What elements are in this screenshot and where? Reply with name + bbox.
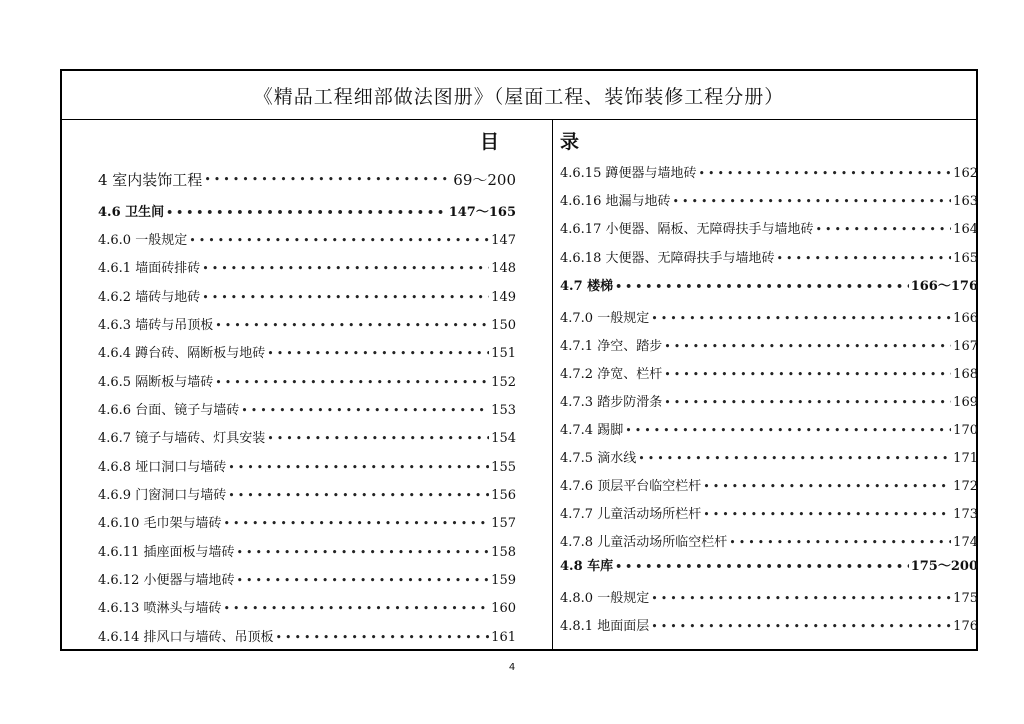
leader-dots: [223, 513, 489, 535]
leader-dots: [651, 308, 951, 330]
leader-dots: [664, 336, 951, 358]
toc-entry-label: 4.7.1 净空、踏步: [560, 339, 663, 354]
toc-entry: [560, 191, 978, 213]
toc-entry-label: 4.6.16 地漏与地砖: [560, 194, 671, 209]
toc-entry: [98, 627, 516, 649]
toc-entry: [560, 336, 978, 358]
toc-entry-page: 151: [491, 346, 516, 361]
toc-entry-label: 4.6.15 蹲便器与墙地砖: [560, 166, 697, 181]
toc-entry-label: 4.7 楼梯: [560, 279, 614, 294]
toc-entry-page: 176: [953, 619, 978, 634]
leader-dots: [202, 258, 489, 280]
toc-entry-label: 4 室内装饰工程: [98, 171, 203, 189]
leader-dots: [241, 400, 489, 422]
toc-entry-label: 4.8 车库: [560, 559, 614, 574]
leader-dots: [236, 542, 489, 564]
toc-entry-page: 170: [953, 423, 978, 438]
toc-entry-label: 4.6.12 小便器与墙地砖: [98, 573, 235, 588]
toc-entry: [98, 570, 516, 592]
toc-entry: [560, 364, 978, 386]
toc-entry: [560, 504, 978, 526]
toc-entry-page: 163: [953, 194, 978, 209]
leader-dots: [236, 570, 489, 592]
toc-entry-page: 167: [953, 339, 978, 354]
toc-entry-label: 4.6.17 小便器、隔板、无障碍扶手与墙地砖: [560, 222, 814, 237]
toc-entry: [98, 202, 516, 224]
toc-entry-page: 155: [491, 460, 516, 475]
leader-dots: [651, 588, 951, 610]
toc-entry-label: 4.6.11 插座面板与墙砖: [98, 545, 235, 560]
leader-dots: [275, 627, 489, 649]
toc-entry: [560, 392, 978, 414]
toc-entry-label: 4.8.1 地面面层: [560, 619, 650, 634]
leader-dots: [215, 315, 489, 337]
toc-entry: [98, 315, 516, 337]
toc-entry-label: 4.7.0 一般规定: [560, 311, 650, 326]
toc-entry-label: 4.6.1 墙面砖排砖: [98, 261, 201, 276]
leader-dots: [651, 616, 951, 638]
leader-dots: [228, 457, 489, 479]
toc-entry: [98, 457, 516, 479]
toc-entry-page: 69～200: [453, 171, 516, 189]
toc-entry-label: 4.6.18 大便器、无障碍扶手与墙地砖: [560, 251, 775, 266]
toc-entry: [560, 163, 978, 185]
toc-entry: [98, 542, 516, 564]
toc-entry: [560, 219, 978, 241]
leader-dots: [215, 372, 489, 394]
toc-heading-left: 目: [480, 131, 500, 153]
leader-dots: [189, 230, 489, 252]
toc-entry-page: 166～176: [910, 279, 978, 294]
toc-entry-page: 168: [953, 367, 978, 382]
toc-entry-page: 160: [491, 601, 516, 616]
toc-entry-page: 161: [491, 630, 516, 645]
toc-entry: [98, 372, 516, 394]
toc-entry: [560, 276, 978, 298]
toc-entry-label: 4.7.2 净宽、栏杆: [560, 367, 663, 382]
leader-dots: [267, 343, 489, 365]
toc-entry: [560, 616, 978, 638]
leader-dots: [703, 476, 951, 498]
leader-dots: [223, 598, 489, 620]
toc-entry-page: 166: [953, 311, 978, 326]
leader-dots: [204, 169, 451, 191]
toc-entry: [560, 476, 978, 498]
toc-entry-label: 4.6.4 蹲台砖、隔断板与地砖: [98, 346, 266, 361]
toc-entry: [560, 248, 978, 270]
toc-entry: [98, 287, 516, 309]
toc-entry-page: 173: [953, 507, 978, 522]
toc-entry-label: 4.6.7 镜子与墙砖、灯具安装: [98, 431, 266, 446]
toc-entry-label: 4.8.0 一般规定: [560, 591, 650, 606]
toc-entry: [98, 598, 516, 620]
document-frame: [60, 69, 978, 651]
toc-entry-page: 147: [491, 233, 516, 248]
toc-entry-label: 4.6.0 一般规定: [98, 233, 188, 248]
toc-entry-label: 4.6.14 排风口与墙砖、吊顶板: [98, 630, 274, 645]
toc-entry-page: 172: [953, 479, 978, 494]
toc-entry-page: 165: [953, 251, 978, 266]
toc-entry: [560, 420, 978, 442]
toc-entry: [98, 400, 516, 422]
toc-entry-label: 4.6.8 垭口洞口与墙砖: [98, 460, 227, 475]
toc-entry-label: 4.7.4 踢脚: [560, 423, 624, 438]
toc-entry-label: 4.6.10 毛巾架与墙砖: [98, 516, 222, 531]
toc-entry-page: 154: [491, 431, 516, 446]
toc-entry-page: 159: [491, 573, 516, 588]
leader-dots: [698, 163, 951, 185]
toc-entry-label: 4.6.5 隔断板与墙砖: [98, 375, 214, 390]
toc-entry-page: 150: [491, 318, 516, 333]
toc-entry-label: 4.6.6 台面、镜子与墙砖: [98, 403, 240, 418]
toc-entry-label: 4.6.3 墙砖与吊顶板: [98, 318, 214, 333]
toc-entry-page: 153: [491, 403, 516, 418]
leader-dots: [267, 428, 489, 450]
leader-dots: [815, 219, 951, 241]
toc-entry: [560, 532, 978, 554]
toc-entry: [98, 258, 516, 280]
leader-dots: [202, 287, 489, 309]
toc-entry-page: 175: [953, 591, 978, 606]
leader-dots: [703, 504, 951, 526]
toc-left-column: [62, 119, 553, 649]
toc-entry: [560, 308, 978, 330]
toc-entry-page: 169: [953, 395, 978, 410]
leader-dots: [729, 532, 951, 554]
toc-entry-page: 147～165: [448, 205, 516, 220]
toc-entry: [98, 169, 516, 191]
toc-entry-page: 152: [491, 375, 516, 390]
leader-dots: [625, 420, 951, 442]
toc-entry-label: 4.6.2 墙砖与地砖: [98, 290, 201, 305]
toc-entry-label: 4.6.13 喷淋头与墙砖: [98, 601, 222, 616]
leader-dots: [664, 364, 951, 386]
leader-dots: [615, 276, 909, 298]
toc-entry-page: 174: [953, 535, 978, 550]
toc-entry-page: 156: [491, 488, 516, 503]
toc-entry: [98, 428, 516, 450]
leader-dots: [228, 485, 489, 507]
leader-dots: [638, 448, 951, 470]
toc-entry-page: 164: [953, 222, 978, 237]
toc-entry: [98, 513, 516, 535]
toc-entry: [98, 230, 516, 252]
toc-entry-page: 149: [491, 290, 516, 305]
toc-right-column: [552, 119, 976, 649]
toc-entry: [98, 485, 516, 507]
toc-entry-label: 4.6.9 门窗洞口与墙砖: [98, 488, 227, 503]
leader-dots: [776, 248, 951, 270]
leader-dots: [672, 191, 951, 213]
toc-entry: [98, 343, 516, 365]
toc-entry-page: 175～200: [910, 559, 978, 574]
toc-entry: [560, 588, 978, 610]
toc-entry-label: 4.7.7 儿童活动场所栏杆: [560, 507, 702, 522]
page-number: 4: [508, 662, 516, 673]
toc-entry-label: 4.6 卫生间: [98, 205, 165, 220]
toc-entry: [560, 448, 978, 470]
toc-entry-page: 148: [491, 261, 516, 276]
document-title: 《精品工程细部做法图册》（屋面工程、装饰装修工程分册）: [62, 71, 976, 120]
toc-entry-label: 4.7.3 踏步防滑条: [560, 395, 663, 410]
toc-heading-right: 录: [560, 131, 580, 153]
leader-dots: [166, 202, 447, 224]
leader-dots: [664, 392, 951, 414]
toc-entry: [560, 556, 978, 578]
toc-entry-page: 157: [491, 516, 516, 531]
toc-entry-page: 171: [953, 451, 978, 466]
toc-entry-label: 4.7.8 儿童活动场所临空栏杆: [560, 535, 728, 550]
toc-entry-label: 4.7.5 滴水线: [560, 451, 637, 466]
toc-entry-page: 162: [953, 166, 978, 181]
toc-entry-label: 4.7.6 顶层平台临空栏杆: [560, 479, 702, 494]
toc-entry-page: 158: [491, 545, 516, 560]
leader-dots: [615, 556, 909, 578]
